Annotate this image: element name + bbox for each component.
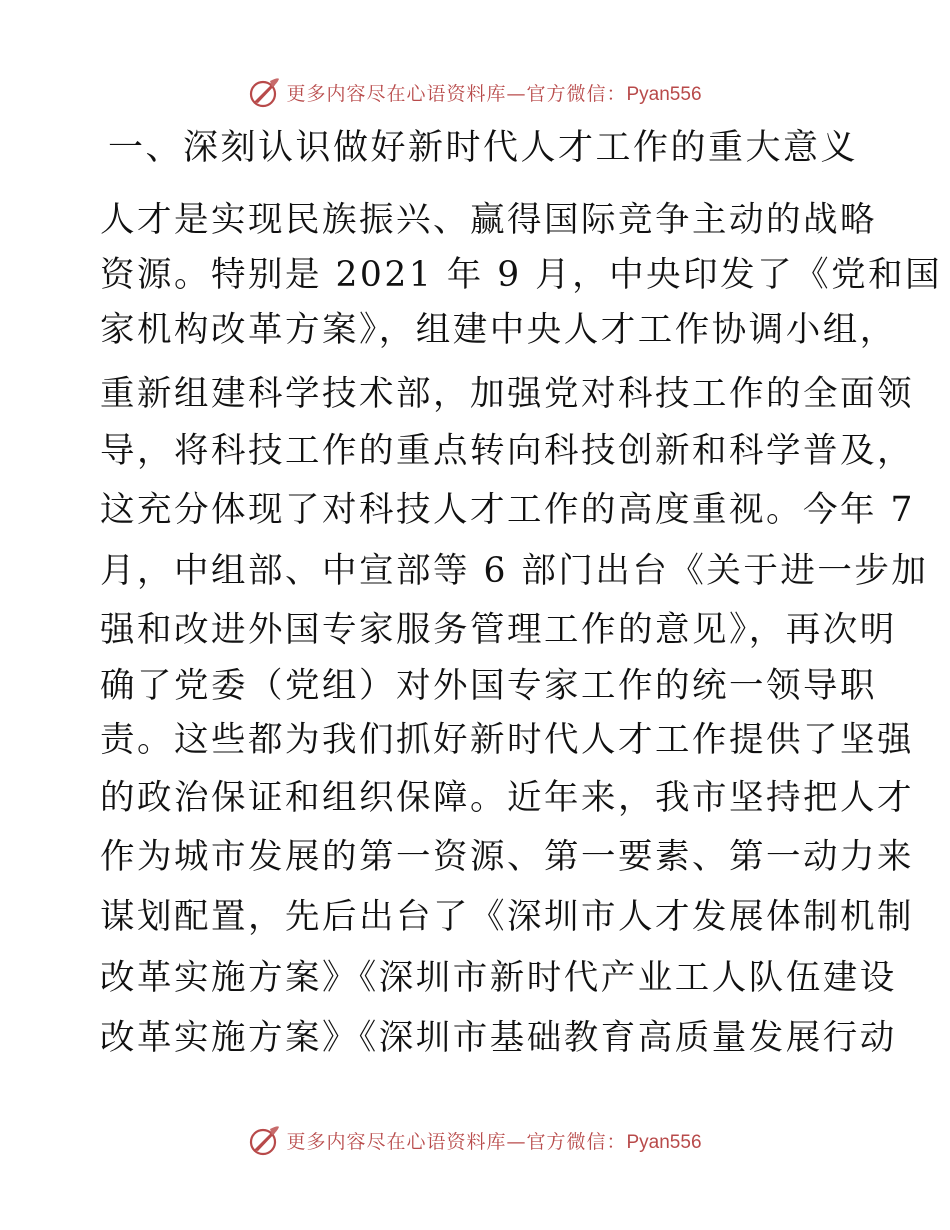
paragraph-line: 的政治保证和组织保障。近年来，我市坚持把人才: [100, 778, 914, 818]
paragraph-line: 责。这些都为我们抓好新时代人才工作提供了坚强: [100, 720, 914, 760]
paragraph-line: 月，中组部、中宣部等 6 部门出台《关于进一步加: [100, 551, 929, 591]
paragraph-line: 资源。特别是 2021 年 9 月，中央印发了《党和国: [100, 255, 943, 295]
paragraph-line: 这充分体现了对科技人才工作的高度重视。今年 7: [100, 490, 915, 530]
paragraph-line: 谋划配置，先后出台了《深圳市人才发展体制机制: [100, 897, 914, 937]
quill-pen-logo-icon: [248, 1123, 282, 1157]
watermark-text: 更多内容尽在心语资料库—官方微信：Pyan556: [286, 82, 702, 105]
wechat-id: Pyan556: [626, 1131, 702, 1153]
wechat-id: Pyan556: [626, 83, 702, 105]
paragraph-line: 改革实施方案》《深圳市基础教育高质量发展行动: [100, 1018, 897, 1058]
footer-watermark: [0, 1118, 950, 1162]
paragraph-line: 导，将科技工作的重点转向科技创新和科学普及，: [100, 431, 914, 471]
header-watermark: [0, 70, 950, 114]
section-heading: 一、深刻认识做好新时代人才工作的重大意义: [108, 128, 859, 168]
paragraph-line: 作为城市发展的第一资源、第一要素、第一动力来: [100, 837, 914, 877]
paragraph-line: 人才是实现民族振兴、赢得国际竞争主动的战略: [100, 200, 877, 240]
watermark-text: 更多内容尽在心语资料库—官方微信：Pyan556: [286, 1130, 702, 1153]
paragraph-line: 强和改进外国专家服务管理工作的意见》，再次明: [100, 610, 897, 650]
paragraph-line: 改革实施方案》《深圳市新时代产业工人队伍建设: [100, 958, 897, 998]
paragraph-line: 确了党委（党组）对外国专家工作的统一领导职: [100, 666, 877, 706]
paragraph-line: 家机构改革方案》，组建中央人才工作协调小组，: [100, 310, 897, 350]
quill-pen-logo-icon: [248, 75, 282, 109]
paragraph-line: 重新组建科学技术部，加强党对科技工作的全面领: [100, 374, 914, 414]
